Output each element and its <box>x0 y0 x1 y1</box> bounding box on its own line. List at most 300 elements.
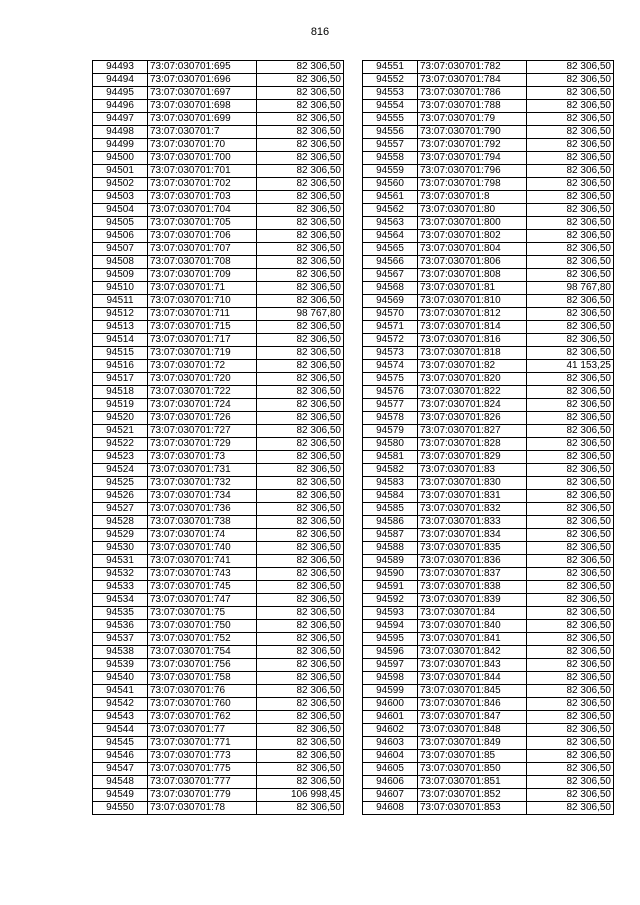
cadastral-number-cell: 73:07:030701:695 <box>148 61 257 74</box>
value-cell: 82 306,50 <box>527 542 614 555</box>
table-row <box>93 74 344 87</box>
cadastral-number-cell: 73:07:030701:843 <box>418 659 527 672</box>
value-cell: 98 767,80 <box>527 282 614 295</box>
row-number-cell: 94527 <box>93 503 148 516</box>
row-number-cell: 94535 <box>93 607 148 620</box>
value-cell: 82 306,50 <box>257 347 344 360</box>
table-row <box>93 568 344 581</box>
cadastral-number-cell: 73:07:030701:796 <box>418 165 527 178</box>
value-cell: 82 306,50 <box>527 464 614 477</box>
value-cell: 82 306,50 <box>527 789 614 802</box>
row-number-cell: 94513 <box>93 321 148 334</box>
row-number-cell: 94581 <box>363 451 418 464</box>
table-row <box>93 373 344 386</box>
table-row <box>363 295 614 308</box>
row-number-cell: 94584 <box>363 490 418 503</box>
value-cell: 82 306,50 <box>527 490 614 503</box>
cadastral-number-cell: 73:07:030701:754 <box>148 646 257 659</box>
cadastral-number-cell: 73:07:030701:719 <box>148 347 257 360</box>
table-row <box>363 282 614 295</box>
table-row <box>363 633 614 646</box>
row-number-cell: 94543 <box>93 711 148 724</box>
row-number-cell: 94563 <box>363 217 418 230</box>
value-cell: 82 306,50 <box>257 74 344 87</box>
table-row <box>363 789 614 802</box>
row-number-cell: 94537 <box>93 633 148 646</box>
row-number-cell: 94601 <box>363 711 418 724</box>
page-number: 816 <box>310 26 330 38</box>
row-number-cell: 94565 <box>363 243 418 256</box>
row-number-cell: 94596 <box>363 646 418 659</box>
cadastral-number-cell: 73:07:030701:810 <box>418 295 527 308</box>
table-row <box>363 347 614 360</box>
value-cell: 82 306,50 <box>257 165 344 178</box>
row-number-cell: 94568 <box>363 282 418 295</box>
value-cell: 82 306,50 <box>257 204 344 217</box>
cadastral-number-cell: 73:07:030701:726 <box>148 412 257 425</box>
cadastral-number-cell: 73:07:030701:775 <box>148 763 257 776</box>
cadastral-number-cell: 73:07:030701:741 <box>148 555 257 568</box>
table-row <box>93 178 344 191</box>
value-cell: 82 306,50 <box>527 230 614 243</box>
table-row <box>363 802 614 815</box>
row-number-cell: 94564 <box>363 230 418 243</box>
cadastral-number-cell: 73:07:030701:74 <box>148 529 257 542</box>
row-number-cell: 94587 <box>363 529 418 542</box>
cadastral-number-cell: 73:07:030701:722 <box>148 386 257 399</box>
value-cell: 82 306,50 <box>257 594 344 607</box>
row-number-cell: 94607 <box>363 789 418 802</box>
value-cell: 82 306,50 <box>527 620 614 633</box>
cadastral-number-cell: 73:07:030701:83 <box>418 464 527 477</box>
row-number-cell: 94560 <box>363 178 418 191</box>
value-cell: 41 153,25 <box>527 360 614 373</box>
row-number-cell: 94528 <box>93 516 148 529</box>
table-row <box>363 438 614 451</box>
cadastral-number-cell: 73:07:030701:73 <box>148 451 257 464</box>
table-row <box>93 295 344 308</box>
cadastral-number-cell: 73:07:030701:708 <box>148 256 257 269</box>
cadastral-number-cell: 73:07:030701:837 <box>418 568 527 581</box>
table-row <box>363 516 614 529</box>
row-number-cell: 94585 <box>363 503 418 516</box>
cadastral-number-cell: 73:07:030701:709 <box>148 269 257 282</box>
cadastral-number-cell: 73:07:030701:758 <box>148 672 257 685</box>
table-row <box>363 321 614 334</box>
value-cell: 82 306,50 <box>257 360 344 373</box>
value-cell: 82 306,50 <box>527 386 614 399</box>
row-number-cell: 94567 <box>363 269 418 282</box>
row-number-cell: 94516 <box>93 360 148 373</box>
row-number-cell: 94514 <box>93 334 148 347</box>
cadastral-number-cell: 73:07:030701:786 <box>418 87 527 100</box>
cadastral-number-cell: 73:07:030701:743 <box>148 568 257 581</box>
value-cell: 82 306,50 <box>527 321 614 334</box>
table-row <box>93 425 344 438</box>
value-cell: 82 306,50 <box>257 295 344 308</box>
row-number-cell: 94547 <box>93 763 148 776</box>
table-row <box>363 620 614 633</box>
cadastral-number-cell: 73:07:030701:834 <box>418 529 527 542</box>
table-row <box>93 139 344 152</box>
value-cell: 82 306,50 <box>257 87 344 100</box>
row-number-cell: 94530 <box>93 542 148 555</box>
row-number-cell: 94557 <box>363 139 418 152</box>
table-row <box>93 464 344 477</box>
row-number-cell: 94592 <box>363 594 418 607</box>
value-cell: 82 306,50 <box>527 802 614 815</box>
value-cell: 82 306,50 <box>527 529 614 542</box>
row-number-cell: 94566 <box>363 256 418 269</box>
cadastral-number-cell: 73:07:030701:852 <box>418 789 527 802</box>
cadastral-number-cell: 73:07:030701:798 <box>418 178 527 191</box>
row-number-cell: 94529 <box>93 529 148 542</box>
row-number-cell: 94536 <box>93 620 148 633</box>
cadastral-number-cell: 73:07:030701:732 <box>148 477 257 490</box>
table-row <box>363 568 614 581</box>
cadastral-number-cell: 73:07:030701:717 <box>148 334 257 347</box>
cadastral-number-cell: 73:07:030701:75 <box>148 607 257 620</box>
row-number-cell: 94522 <box>93 438 148 451</box>
cadastral-number-cell: 73:07:030701:777 <box>148 776 257 789</box>
row-number-cell: 94542 <box>93 698 148 711</box>
table-row <box>363 776 614 789</box>
table-row <box>93 672 344 685</box>
row-number-cell: 94504 <box>93 204 148 217</box>
cadastral-number-cell: 73:07:030701:846 <box>418 698 527 711</box>
cadastral-number-cell: 73:07:030701:752 <box>148 633 257 646</box>
value-cell: 82 306,50 <box>527 607 614 620</box>
cadastral-number-cell: 73:07:030701:816 <box>418 334 527 347</box>
table-row <box>363 659 614 672</box>
cadastral-number-cell: 73:07:030701:841 <box>418 633 527 646</box>
table-row <box>363 61 614 74</box>
cadastral-number-cell: 73:07:030701:756 <box>148 659 257 672</box>
table-row <box>363 217 614 230</box>
table-row <box>363 178 614 191</box>
row-number-cell: 94500 <box>93 152 148 165</box>
value-cell: 82 306,50 <box>527 178 614 191</box>
cadastral-number-cell: 73:07:030701:734 <box>148 490 257 503</box>
table-row <box>93 347 344 360</box>
table-row <box>93 243 344 256</box>
value-cell: 82 306,50 <box>527 217 614 230</box>
value-cell: 82 306,50 <box>527 750 614 763</box>
row-number-cell: 94511 <box>93 295 148 308</box>
value-cell: 82 306,50 <box>257 711 344 724</box>
cadastral-number-cell: 73:07:030701:697 <box>148 87 257 100</box>
row-number-cell: 94603 <box>363 737 418 750</box>
row-number-cell: 94509 <box>93 269 148 282</box>
row-number-cell: 94582 <box>363 464 418 477</box>
row-number-cell: 94499 <box>93 139 148 152</box>
table-row <box>93 334 344 347</box>
value-cell: 82 306,50 <box>257 672 344 685</box>
cadastral-number-cell: 73:07:030701:851 <box>418 776 527 789</box>
value-cell: 82 306,50 <box>257 685 344 698</box>
cadastral-number-cell: 73:07:030701:727 <box>148 425 257 438</box>
row-number-cell: 94562 <box>363 204 418 217</box>
value-cell: 82 306,50 <box>527 308 614 321</box>
table-row <box>363 490 614 503</box>
value-cell: 82 306,50 <box>257 659 344 672</box>
row-number-cell: 94606 <box>363 776 418 789</box>
table-row <box>363 594 614 607</box>
table-row <box>363 334 614 347</box>
table-row <box>363 646 614 659</box>
value-cell: 82 306,50 <box>527 776 614 789</box>
value-cell: 82 306,50 <box>527 347 614 360</box>
row-number-cell: 94569 <box>363 295 418 308</box>
cadastral-number-cell: 73:07:030701:699 <box>148 113 257 126</box>
table-row <box>93 594 344 607</box>
cadastral-number-cell: 73:07:030701:750 <box>148 620 257 633</box>
cadastral-number-cell: 73:07:030701:703 <box>148 191 257 204</box>
cadastral-number-cell: 73:07:030701:85 <box>418 750 527 763</box>
row-number-cell: 94595 <box>363 633 418 646</box>
row-number-cell: 94575 <box>363 373 418 386</box>
table-row <box>363 477 614 490</box>
cadastral-number-cell: 73:07:030701:71 <box>148 282 257 295</box>
row-number-cell: 94555 <box>363 113 418 126</box>
value-cell: 82 306,50 <box>257 555 344 568</box>
cadastral-number-cell: 73:07:030701:720 <box>148 373 257 386</box>
cadastral-number-cell: 73:07:030701:701 <box>148 165 257 178</box>
cadastral-number-cell: 73:07:030701:812 <box>418 308 527 321</box>
cadastral-number-cell: 73:07:030701:844 <box>418 672 527 685</box>
row-number-cell: 94541 <box>93 685 148 698</box>
table-row <box>93 607 344 620</box>
cadastral-number-cell: 73:07:030701:847 <box>418 711 527 724</box>
cadastral-number-cell: 73:07:030701:806 <box>418 256 527 269</box>
row-number-cell: 94577 <box>363 399 418 412</box>
row-number-cell: 94549 <box>93 789 148 802</box>
cadastral-number-cell: 73:07:030701:710 <box>148 295 257 308</box>
value-cell: 82 306,50 <box>527 646 614 659</box>
table-row <box>93 620 344 633</box>
value-cell: 82 306,50 <box>257 399 344 412</box>
cadastral-number-cell: 73:07:030701:782 <box>418 61 527 74</box>
table-row <box>93 698 344 711</box>
table-row <box>93 477 344 490</box>
value-cell: 82 306,50 <box>527 737 614 750</box>
cadastral-number-cell: 73:07:030701:80 <box>418 204 527 217</box>
cadastral-number-cell: 73:07:030701:836 <box>418 555 527 568</box>
value-cell: 82 306,50 <box>257 529 344 542</box>
value-cell: 82 306,50 <box>527 711 614 724</box>
table-row <box>363 139 614 152</box>
value-cell: 82 306,50 <box>257 230 344 243</box>
cadastral-number-cell: 73:07:030701:814 <box>418 321 527 334</box>
table-row <box>93 438 344 451</box>
value-cell: 82 306,50 <box>257 178 344 191</box>
table-row <box>93 802 344 815</box>
table-row <box>363 152 614 165</box>
cadastral-number-cell: 73:07:030701:822 <box>418 386 527 399</box>
row-number-cell: 94570 <box>363 308 418 321</box>
value-cell: 82 306,50 <box>257 607 344 620</box>
value-cell: 82 306,50 <box>527 126 614 139</box>
table-row <box>363 243 614 256</box>
value-cell: 82 306,50 <box>257 451 344 464</box>
cadastral-number-cell: 73:07:030701:804 <box>418 243 527 256</box>
table-row <box>93 529 344 542</box>
row-number-cell: 94608 <box>363 802 418 815</box>
value-cell: 82 306,50 <box>257 139 344 152</box>
value-cell: 82 306,50 <box>527 659 614 672</box>
row-number-cell: 94517 <box>93 373 148 386</box>
table-row <box>363 87 614 100</box>
row-number-cell: 94576 <box>363 386 418 399</box>
table-row <box>93 555 344 568</box>
value-cell: 82 306,50 <box>257 256 344 269</box>
row-number-cell: 94534 <box>93 594 148 607</box>
value-cell: 82 306,50 <box>257 516 344 529</box>
table-row <box>93 724 344 737</box>
row-number-cell: 94597 <box>363 659 418 672</box>
table-row <box>93 490 344 503</box>
table-row <box>93 308 344 321</box>
table-row <box>93 685 344 698</box>
table-row <box>93 633 344 646</box>
table-row <box>93 360 344 373</box>
value-cell: 82 306,50 <box>257 763 344 776</box>
table-row <box>93 412 344 425</box>
table-row <box>93 100 344 113</box>
row-number-cell: 94598 <box>363 672 418 685</box>
row-number-cell: 94574 <box>363 360 418 373</box>
value-cell: 82 306,50 <box>257 698 344 711</box>
row-number-cell: 94523 <box>93 451 148 464</box>
row-number-cell: 94493 <box>93 61 148 74</box>
cadastral-number-cell: 73:07:030701:707 <box>148 243 257 256</box>
cadastral-number-cell: 73:07:030701:839 <box>418 594 527 607</box>
cadastral-number-cell: 73:07:030701:790 <box>418 126 527 139</box>
row-number-cell: 94602 <box>363 724 418 737</box>
value-cell: 82 306,50 <box>257 269 344 282</box>
cadastral-number-cell: 73:07:030701:849 <box>418 737 527 750</box>
table-row <box>363 607 614 620</box>
value-cell: 82 306,50 <box>257 620 344 633</box>
cadastral-number-cell: 73:07:030701:802 <box>418 230 527 243</box>
value-cell: 82 306,50 <box>257 126 344 139</box>
table-row <box>363 230 614 243</box>
value-cell: 82 306,50 <box>257 490 344 503</box>
row-number-cell: 94540 <box>93 672 148 685</box>
cadastral-number-cell: 73:07:030701:696 <box>148 74 257 87</box>
cadastral-number-cell: 73:07:030701:826 <box>418 412 527 425</box>
table-row <box>363 737 614 750</box>
table-row <box>93 113 344 126</box>
table-row <box>93 217 344 230</box>
table-row <box>363 451 614 464</box>
value-cell: 82 306,50 <box>257 243 344 256</box>
cadastral-number-cell: 73:07:030701:700 <box>148 152 257 165</box>
row-number-cell: 94515 <box>93 347 148 360</box>
cadastral-number-cell: 73:07:030701:705 <box>148 217 257 230</box>
register-table-right <box>362 60 614 815</box>
table-row <box>93 165 344 178</box>
row-number-cell: 94580 <box>363 438 418 451</box>
value-cell: 82 306,50 <box>527 412 614 425</box>
value-cell: 82 306,50 <box>527 139 614 152</box>
cadastral-number-cell: 73:07:030701:853 <box>418 802 527 815</box>
row-number-cell: 94544 <box>93 724 148 737</box>
value-cell: 82 306,50 <box>527 763 614 776</box>
table-row <box>93 282 344 295</box>
row-number-cell: 94604 <box>363 750 418 763</box>
table-row <box>363 425 614 438</box>
table-row <box>363 724 614 737</box>
cadastral-number-cell: 73:07:030701:835 <box>418 542 527 555</box>
value-cell: 82 306,50 <box>527 191 614 204</box>
table-row <box>93 87 344 100</box>
table-row <box>93 61 344 74</box>
cadastral-number-cell: 73:07:030701:840 <box>418 620 527 633</box>
cadastral-number-cell: 73:07:030701:832 <box>418 503 527 516</box>
cadastral-number-cell: 73:07:030701:740 <box>148 542 257 555</box>
table-row <box>363 191 614 204</box>
value-cell: 82 306,50 <box>527 100 614 113</box>
cadastral-number-cell: 73:07:030701:779 <box>148 789 257 802</box>
row-number-cell: 94588 <box>363 542 418 555</box>
value-cell: 82 306,50 <box>257 217 344 230</box>
register-table-left <box>92 60 344 815</box>
row-number-cell: 94599 <box>363 685 418 698</box>
table-row <box>363 542 614 555</box>
cadastral-number-cell: 73:07:030701:715 <box>148 321 257 334</box>
row-number-cell: 94552 <box>363 74 418 87</box>
table-row <box>93 646 344 659</box>
value-cell: 82 306,50 <box>257 503 344 516</box>
cadastral-number-cell: 73:07:030701:762 <box>148 711 257 724</box>
value-cell: 82 306,50 <box>527 165 614 178</box>
table-row <box>93 126 344 139</box>
value-cell: 82 306,50 <box>257 386 344 399</box>
row-number-cell: 94525 <box>93 477 148 490</box>
table-row <box>363 672 614 685</box>
value-cell: 82 306,50 <box>257 646 344 659</box>
cadastral-number-cell: 73:07:030701:70 <box>148 139 257 152</box>
cadastral-number-cell: 73:07:030701:729 <box>148 438 257 451</box>
value-cell: 82 306,50 <box>527 594 614 607</box>
row-number-cell: 94548 <box>93 776 148 789</box>
value-cell: 82 306,50 <box>527 87 614 100</box>
value-cell: 82 306,50 <box>527 113 614 126</box>
table-row <box>93 386 344 399</box>
cadastral-number-cell: 73:07:030701:771 <box>148 737 257 750</box>
row-number-cell: 94507 <box>93 243 148 256</box>
cadastral-number-cell: 73:07:030701:800 <box>418 217 527 230</box>
row-number-cell: 94551 <box>363 61 418 74</box>
row-number-cell: 94503 <box>93 191 148 204</box>
value-cell: 82 306,50 <box>257 581 344 594</box>
cadastral-number-cell: 73:07:030701:736 <box>148 503 257 516</box>
row-number-cell: 94558 <box>363 152 418 165</box>
row-number-cell: 94586 <box>363 516 418 529</box>
cadastral-number-cell: 73:07:030701:78 <box>148 802 257 815</box>
table-row <box>363 698 614 711</box>
table-row <box>93 776 344 789</box>
value-cell: 106 998,45 <box>257 789 344 802</box>
table-row <box>363 360 614 373</box>
table-row <box>363 256 614 269</box>
cadastral-number-cell: 73:07:030701:773 <box>148 750 257 763</box>
cadastral-number-cell: 73:07:030701:845 <box>418 685 527 698</box>
row-number-cell: 94495 <box>93 87 148 100</box>
cadastral-number-cell: 73:07:030701:808 <box>418 269 527 282</box>
table-row <box>363 204 614 217</box>
